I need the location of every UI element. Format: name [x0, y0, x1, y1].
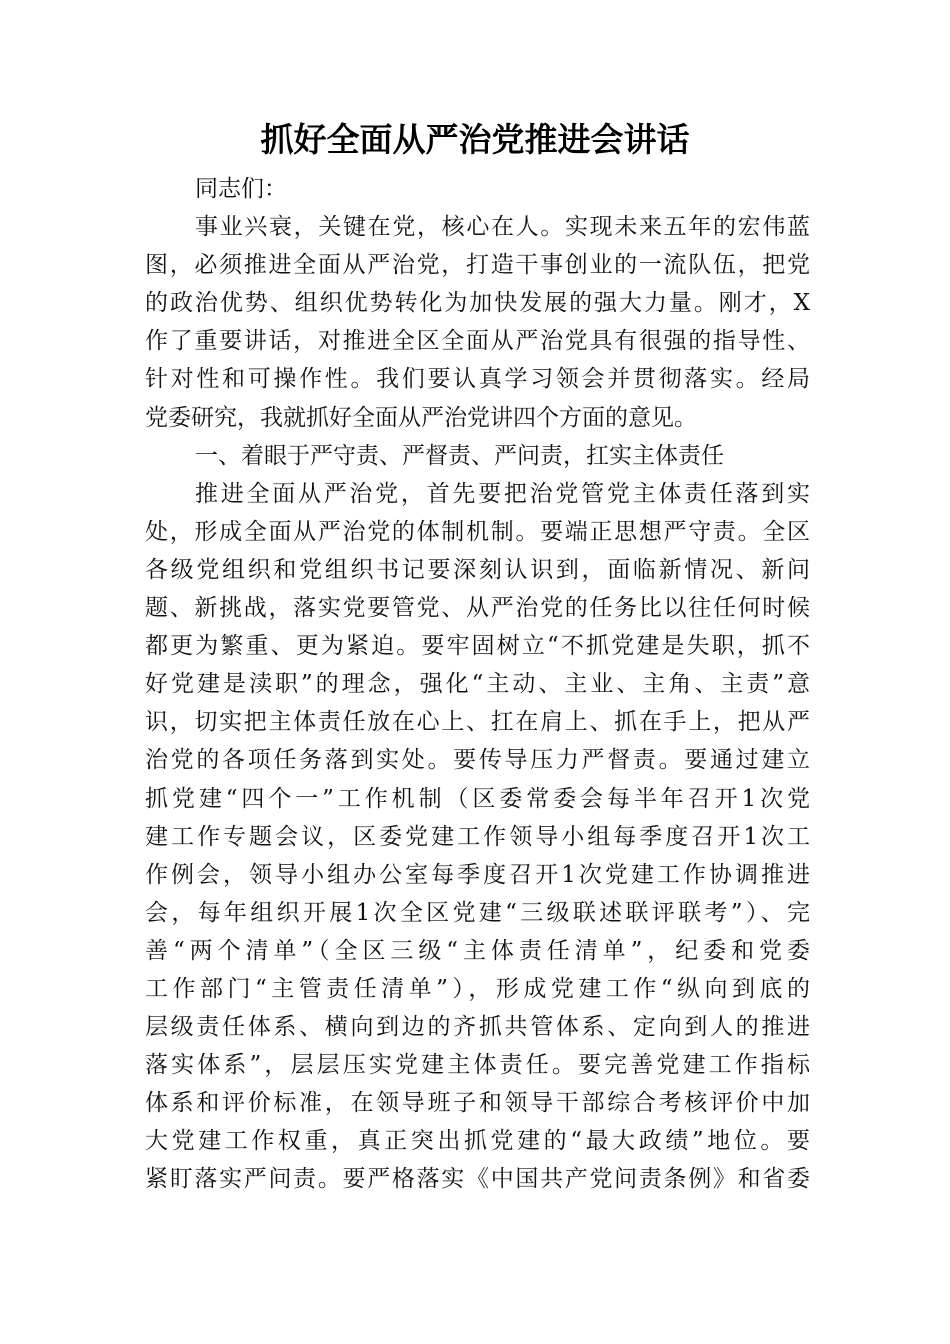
- text-line: 建工作专题会议，区委党建工作领导小组每季度召开1次工: [145, 823, 810, 850]
- text-line: 题、新挑战，落实党要管党、从严治党的任务比以往任何时候: [145, 595, 810, 622]
- text-line: 党委研究，我就抓好全面从严治党讲四个方面的意见。: [145, 404, 697, 431]
- text-line: 层级责任体系、横向到边的齐抓共管体系、定向到人的推进: [145, 1014, 810, 1041]
- text-line: 治党的各项任务落到实处。要传导压力严督责。要通过建立: [145, 747, 810, 774]
- text-line: 处，形成全面从严治党的体制机制。要端正思想严守责。全区: [145, 518, 810, 545]
- text-line: 识，切实把主体责任放在心上、扛在肩上、抓在手上，把从严: [145, 709, 810, 736]
- document-body: [145, 170, 810, 1199]
- text-line: 针对性和可操作性。我们要认真学习领会并贯彻落实。经局: [145, 366, 810, 393]
- text-line: 抓党建“四个一”工作机制（区委常委会每半年召开1次党: [145, 785, 810, 812]
- text-line: 体系和评价标准，在领导班子和领导干部综合考核评价中加: [145, 1090, 810, 1117]
- text-line: 一、着眼于严守责、严督责、严问责，扛实主体责任: [195, 442, 724, 469]
- text-line: 作例会，领导小组办公室每季度召开1次党建工作协调推进: [145, 861, 810, 888]
- text-line: 大党建工作权重，真正突出抓党建的“最大政绩”地位。要: [145, 1128, 810, 1155]
- text-line: 落实体系”，层层压实党建主体责任。要完善党建工作指标: [145, 1052, 810, 1079]
- text-line: 好党建是渎职”的理念，强化“主动、主业、主角、主责”意: [145, 671, 810, 698]
- text-line: 作了重要讲话，对推进全区全面从严治党具有很强的指导性、: [145, 328, 810, 355]
- text-line: 事业兴衰，关键在党，核心在人。实现未来五年的宏伟蓝: [195, 214, 810, 241]
- text-line: 图，必须推进全面从严治党，打造干事创业的一流队伍，把党: [145, 252, 810, 279]
- text-line: 各级党组织和党组织书记要深刻认识到，面临新情况、新问: [145, 556, 810, 583]
- text-line: 工作部门“主管责任清单”），形成党建工作“纵向到底的: [145, 975, 810, 1002]
- text-line: 推进全面从严治党，首先要把治党管党主体责任落到实: [195, 480, 810, 507]
- text-line: 同志们：: [195, 176, 287, 202]
- text-line: 紧盯落实严问责。要严格落实《中国共产党问责条例》和省委: [145, 1166, 810, 1193]
- text-line: 的政治优势、组织优势转化为加快发展的强大力量。刚才，X: [145, 290, 810, 317]
- document-title: 抓好全面从严治党推进会讲话: [260, 120, 690, 159]
- text-line: 会，每年组织开展1次全区党建“三级联述联评联考”）、完: [145, 899, 810, 926]
- text-line: 善“两个清单”（全区三级“主体责任清单”，纪委和党委: [145, 937, 810, 964]
- text-line: 都更为繁重、更为紧迫。要牢固树立“不抓党建是失职，抓不: [145, 633, 810, 660]
